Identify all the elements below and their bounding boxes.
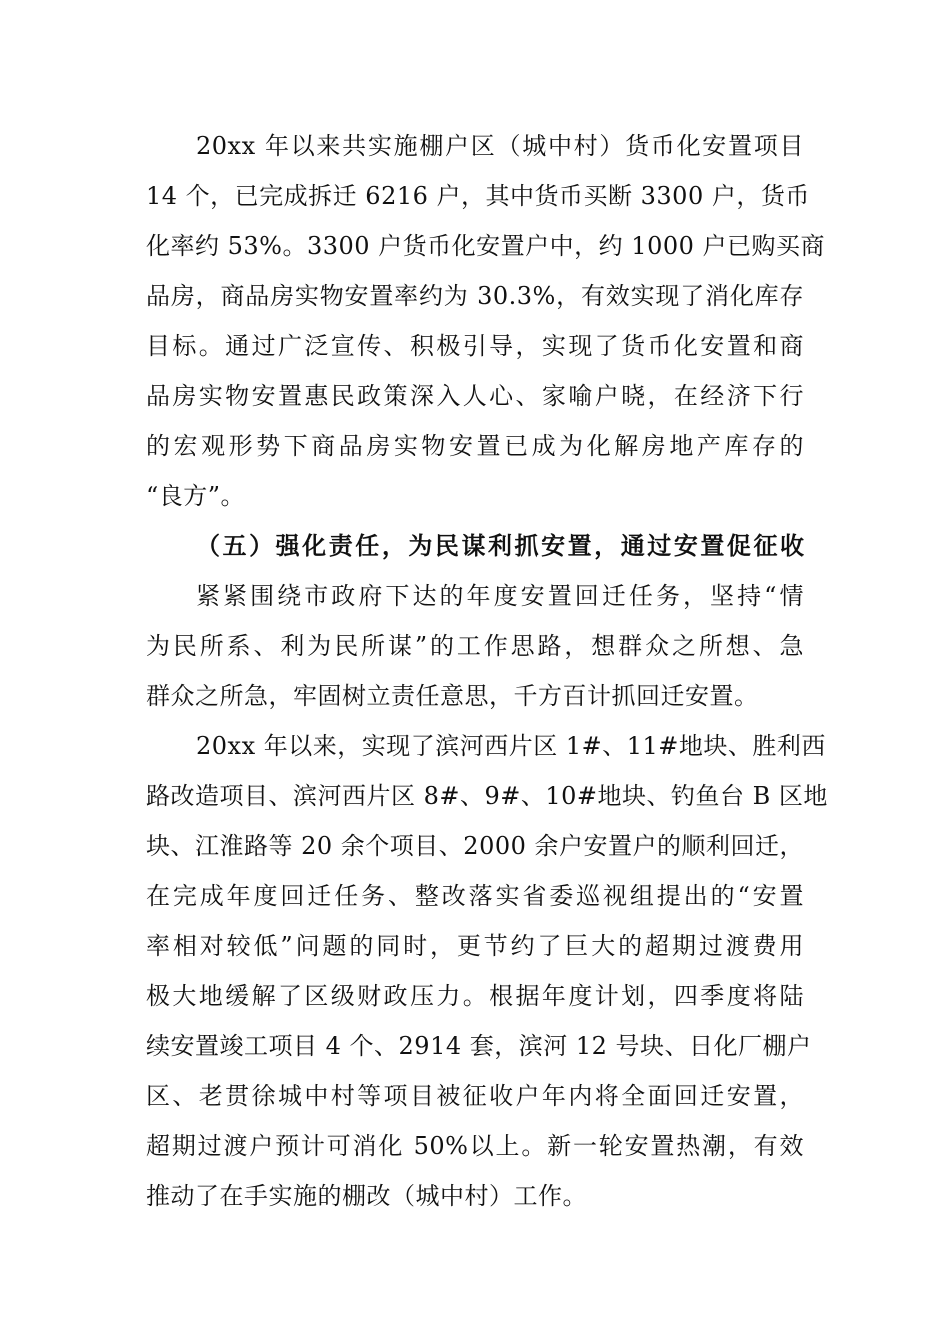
paragraph-3-line-3: 块、江淮路等 20 余个项目、2000 余户安置户的顺利回迁， bbox=[146, 832, 805, 860]
paragraph-1-line-4: 品房，商品房实物安置率约为 30.3%，有效实现了消化库存 bbox=[146, 282, 804, 310]
paragraph-1-line-2: 14 个，已完成拆迁 6216 户，其中货币买断 3300 户，货币 bbox=[146, 182, 810, 210]
paragraph-2-line-2: 为民所系、利为民所谋”的工作思路，想群众之所想、急 bbox=[146, 632, 804, 660]
paragraph-2-line-3: 群众之所急，牢固树立责任意思，千方百计抓回迁安置。 bbox=[146, 682, 759, 710]
paragraph-1-line-1: 20xx 年以来共实施棚户区（城中村）货币化安置项目 bbox=[196, 132, 804, 160]
section-heading-5: （五）强化责任，为民谋利抓安置，通过安置促征收 bbox=[196, 531, 804, 560]
paragraph-3-line-6: 极大地缓解了区级财政压力。根据年度计划，四季度将陆 bbox=[146, 982, 804, 1010]
paragraph-3-line-5: 率相对较低”问题的同时，更节约了巨大的超期过渡费用 bbox=[146, 932, 804, 960]
paragraph-3-line-4: 在完成年度回迁任务、整改落实省委巡视组提出的“安置 bbox=[146, 882, 804, 910]
paragraph-1-line-8: “良方”。 bbox=[146, 482, 246, 510]
paragraph-3-line-10: 推动了在手实施的棚改（城中村）工作。 bbox=[146, 1182, 587, 1210]
paragraph-3-line-8: 区、老贯徐城中村等项目被征收户年内将全面回迁安置， bbox=[146, 1082, 804, 1110]
paragraph-3-line-1: 20xx 年以来，实现了滨河西片区 1#、11#地块、胜利西 bbox=[196, 732, 826, 760]
paragraph-2-line-1: 紧紧围绕市政府下达的年度安置回迁任务，坚持“情 bbox=[196, 582, 804, 610]
paragraph-1-line-6: 品房实物安置惠民政策深入人心、家喻户晓，在经济下行 bbox=[146, 382, 804, 410]
paragraph-3-line-9: 超期过渡户预计可消化 50%以上。新一轮安置热潮，有效 bbox=[146, 1132, 804, 1160]
paragraph-3-line-7: 续安置竣工项目 4 个、2914 套，滨河 12 号块、日化厂棚户 bbox=[146, 1032, 812, 1060]
paragraph-1-line-5: 目标。通过广泛宣传、积极引导，实现了货币化安置和商 bbox=[146, 332, 804, 360]
paragraph-3-line-2: 路改造项目、滨河西片区 8#、9#、10#地块、钓鱼台 B 区地 bbox=[146, 782, 828, 810]
paragraph-1-line-3: 化率约 53%。3300 户货币化安置户中，约 1000 户已购买商 bbox=[146, 232, 826, 260]
paragraph-1-line-7: 的宏观形势下商品房实物安置已成为化解房地产库存的 bbox=[146, 432, 804, 460]
